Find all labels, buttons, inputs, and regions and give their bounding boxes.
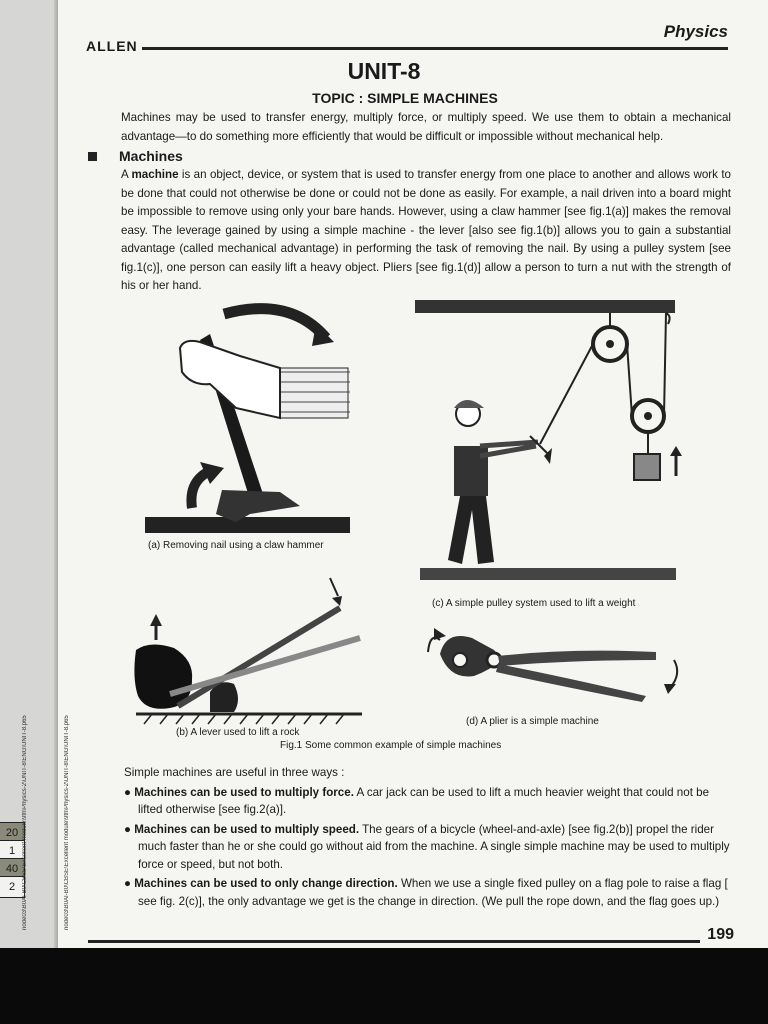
figure-caption-c: (c) A simple pulley system used to lift a weight [432,598,636,609]
figure-caption-d: (d) A plier is a simple machine [466,716,599,727]
figure-main-caption: Fig.1 Some common example of simple machines [280,740,502,751]
list-item: ● Machines can be used to only change direction. When we use a single fixed pulley on a flag pole to raise a flag [ see fig. 2(c)], the only advantage we get is the change in direction. (We pull the rope down, and the flag goes up.) [124,877,728,908]
machine-paragraph: A machine is an object, device, or system that is used to transfer energy from one place to another and allows work to be done that could not otherwise be done or could not be done as easily. For example, a nail driven into a board might be impossible to remove using only your bare hands. However, using a claw hammer [see fig.1(a)] makes the removal easy. The leverage gained by using a simple machine - the lever [also see fig.1(b)] allows you to gain a substantial advantage (called mechanical advantage) in performing the task of removing the nail. By using a pulley system [see fig.1(c)], one person can easily lift a heavy object. Pliers [see fig.1(d)] allow a person to turn a nut with the strength of his or her hand. [121,168,731,292]
left-tab: 40 [0,858,25,880]
topic-title: TOPIC : SIMPLE MACHINES [312,90,498,106]
header-rule [90,47,728,50]
left-tab: 2 [0,876,25,898]
left-page-edge [0,0,60,948]
list-item: ● Machines can be used to multiply speed. The gears of a bicycle (wheel-and-axle) [see fig.2(b)] propel the rider much faster than he or she could go without aid from the machine. A single simple machine may be used to multiply force or speed, but not both. [124,822,730,871]
spine-file-path: node03\B0AI-B0\CBSE\Excellent module\9th\Physics-2\UNIT-8\ENG\UNIT-8.p65 [22,715,28,930]
page-number: 199 [707,926,734,943]
intro-paragraph: Machines may be used to transfer energy, multiply force, or multiply speed. We use them to obtain a mechanical advantage—to do something more efficiently that would be difficult or impossible without mechanical help. [121,111,731,143]
subject-label: Physics [663,22,728,41]
left-tab: 1 [0,840,25,862]
footer-rule [88,940,700,943]
section-heading: Machines [88,148,183,164]
left-tab: 20 [0,822,25,844]
bullet-square-icon [88,152,97,161]
figure-caption-b: (b) A lever used to lift a rock [176,727,300,738]
list-item: ● Machines can be used to multiply force. A car jack can be used to lift a much heavier weight that could not be lifted otherwise [see fig.2(a)]. [124,785,710,816]
unit-title: UNIT-8 [347,58,421,84]
plier-illustration [420,620,690,710]
claw-hammer-illustration [140,300,360,540]
uses-intro: Simple machines are useful in three ways : [124,766,345,779]
brand-logo: ALLEN [86,38,142,54]
figure-caption-a: (a) Removing nail using a claw hammer [148,540,324,551]
margin-file-path: node03\B0AI-B0\CBSE\Excellent module\9th\Physics-2\UNIT-8\ENG\UNIT-8.p65 [64,715,70,930]
lever-illustration [130,568,370,728]
pulley-system-illustration [410,296,740,592]
uses-list [124,764,736,910]
